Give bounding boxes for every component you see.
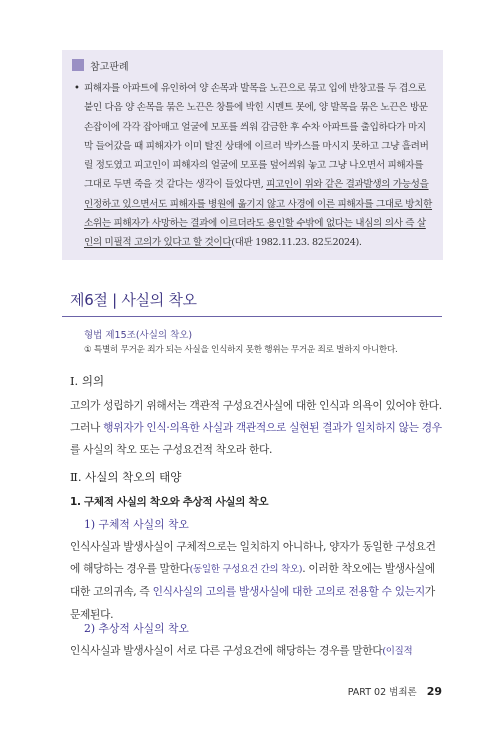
reference-title: 참고판례 xyxy=(90,61,129,73)
page-footer xyxy=(348,684,442,698)
law-title: 형법 제15조(사실의 착오) xyxy=(84,330,193,341)
section-divider xyxy=(62,316,442,317)
reference-header xyxy=(72,58,129,72)
reference-bullet: • xyxy=(74,83,80,94)
section-title: 제6절 | 사실의 착오 xyxy=(70,291,197,309)
highlighted-question: 인식사실의 고의를 발생사실에 대한 고의로 전용할 수 있는지 xyxy=(152,585,425,599)
highlighted-definition: 행위자가 인식·의욕한 사실과 객관적으로 실현된 결과가 일치하지 않는 경우 xyxy=(103,421,442,435)
item-abstract-paragraph: 인식사실과 발생사실이 서로 다른 구성요건에 해당하는 경우를 말한다(이질적 xyxy=(70,644,413,657)
page-number: 29 xyxy=(426,685,442,698)
law-text: ① 특별히 무거운 죄가 되는 사실을 인식하지 못한 행위는 무거운 죄로 벌하지 아니한다. xyxy=(84,345,398,355)
item-concrete-paragraph: 인식사실과 발생사실이 구체적으로는 일치하지 아니하나, 양자가 동일한 구성요건에 해당하는 경우를 말한다(동일한 구성요건 간의 착오). 이러한 착오에는 발생사실에 대한 고의귀속, 즉 인식사실의 고의를 발생사실에 대한 고의로 전용할 수 있는지가 문제된다. xyxy=(70,540,436,621)
meaning-paragraph: 고의가 성립하기 위해서는 객관적 구성요건사실에 대한 인식과 의욕이 있어야 한다. 그러나 행위자가 인식·의욕한 사실과 객관적으로 실현된 결과가 일치하지 않는 경우를 사실의 착오 또는 구성요건적 착오라 한다. xyxy=(70,399,442,457)
footer-part-label: PART 02 범죄론 xyxy=(347,687,417,698)
heading-types: Ⅱ. 사실의 착오의 태양 xyxy=(70,470,182,484)
item-abstract-title: 2) 추상적 사실의 착오 xyxy=(84,622,189,635)
reference-square-icon xyxy=(72,59,84,71)
subheading-concrete-abstract: 1. 구체적 사실의 착오와 추상적 사실의 착오 xyxy=(70,496,269,508)
reference-underlined-text: 피고인이 위와 같은 결과발생의 가능성을 인정하고 있으면서도 피해자를 병원에 옮기지 않고 사경에 이른 피해자를 그대로 방치한 소위는 피해자가 사망하는 결과에 이르더라도 용인할 수밖에 없다는 내심의 의사 즉 살인의 미필적 고의가 있다고 할 것이다 xyxy=(84,179,433,249)
item-concrete-title: 1) 구체적 사실의 착오 xyxy=(84,518,189,531)
reference-text: 피해자를 아파트에 유인하여 양 손목과 발목을 노끈으로 묶고 입에 반창고를 두 겹으로 붙인 다음 양 손목을 묶은 노끈은 창틀에 박힌 시멘트 못에, 양 발목을 묶은 노끈은 방문손잡이에 각각 잡아매고 얼굴에 모포를 씌워 감금한 후 수차 아파트를 출입하다가 마지막 들어갔을 때 피해자가 이미 탈진 상태에 이르러 박카스를 마시지 못하고 그냥 흘려버릴 정도였고 피고인이 피해자의 얼굴에 모포를 덮어씌워 놓고 그냥 나오면서 피해자를 그대로 두면 죽을 것 같다는 생각이 들었다면, 피고인이 위와 같은 결과발생의 가능성을 인정하고 있으면서도 피해자를 병원에 옮기지 않고 사경에 이른 피해자를 그대로 방치한 소위는 피해자가 사망하는 결과에 이르더라도 용인할 수밖에 없다는 내심의 의사 즉 살인의 미필적 고의가 있다고 할 것이다(대판 1982.11.23. 82도2024). xyxy=(84,83,433,249)
heading-meaning: Ⅰ. 의의 xyxy=(70,374,105,388)
